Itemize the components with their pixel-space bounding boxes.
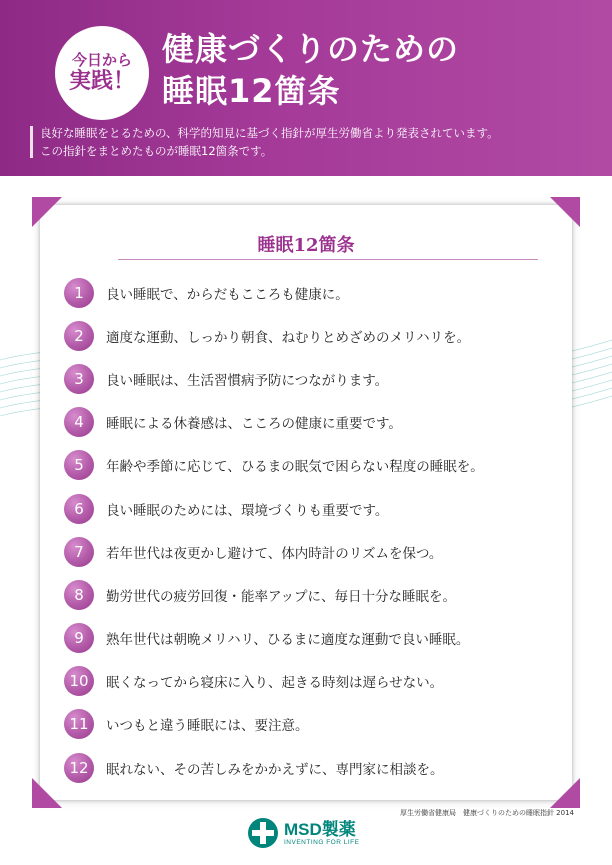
guideline-text: 眠くなってから寝床に入り、起きる時刻は遅らせない。 (106, 675, 444, 692)
title-line1: 健康づくりのための (162, 30, 460, 68)
badge-line2: 実践！ (68, 69, 135, 94)
source-credit: 厚生労働省健康局 健康づくりのための睡眠指針 2014 (399, 809, 574, 817)
number-circle: 6 (64, 494, 94, 524)
guideline-item-3 (64, 357, 564, 400)
number-circle: 12 (64, 753, 94, 783)
guideline-list (64, 271, 564, 789)
guideline-text: 年齢や季節に応じて、ひるまの眠気で困らない程度の睡眠を。 (106, 459, 484, 476)
logo-text (284, 821, 359, 846)
number-circle: 7 (64, 537, 94, 567)
logo-name: MSD製薬 (284, 819, 356, 839)
number-circle: 8 (64, 580, 94, 610)
guideline-text: 良い睡眠のためには、環境づくりも重要です。 (106, 502, 389, 519)
intro-text (40, 124, 580, 160)
guideline-text: 睡眠による休養感は、こころの健康に重要です。 (106, 416, 402, 433)
corner-accent-bottom-left (32, 778, 62, 808)
guideline-item-1 (64, 271, 564, 314)
msd-cross-icon (248, 818, 278, 848)
title-divider (118, 259, 538, 260)
number-circle: 1 (64, 278, 94, 308)
guideline-item-2 (64, 314, 564, 357)
number-circle: 11 (64, 709, 94, 739)
number-circle: 5 (64, 450, 94, 480)
guideline-text: 眠れない、その苦しみをかかえずに、専門家に相談を。 (106, 761, 444, 778)
guideline-item-8 (64, 573, 564, 616)
guideline-item-9 (64, 617, 564, 660)
badge-line1: 今日から (71, 51, 132, 69)
number-circle: 4 (64, 407, 94, 437)
logo-tagline: INVENTING FOR LIFE (284, 838, 360, 846)
number-circle: 2 (64, 321, 94, 351)
guideline-text: 熟年世代は朝晩メリハリ、ひるまに適度な運動で良い睡眠。 (106, 632, 470, 649)
number-circle: 9 (64, 623, 94, 653)
guideline-text: 良い睡眠は、生活習慣病予防につながります。 (106, 372, 389, 389)
guideline-item-5 (64, 444, 564, 487)
guideline-item-11 (64, 703, 564, 746)
header-banner (0, 0, 612, 176)
corner-accent-top-left (32, 197, 62, 227)
intro-bar (30, 126, 33, 158)
guideline-text: いつもと違う睡眠には、要注意。 (106, 718, 309, 735)
intro-line2: この指針をまとめたものが睡眠12箇条です。 (40, 144, 273, 158)
msd-logo (248, 818, 359, 848)
guideline-item-4 (64, 401, 564, 444)
page-title (162, 28, 459, 112)
guidelines-card (40, 205, 572, 800)
corner-accent-top-right (550, 197, 580, 227)
guideline-text: 適度な運動、しっかり朝食、ねむりとめざめのメリハリを。 (106, 329, 471, 346)
guideline-text: 若年世代は夜更かし避けて、体内時計のリズムを保つ。 (106, 545, 443, 562)
guideline-item-7 (64, 530, 564, 573)
guideline-text: 良い睡眠で、からだもこころも健康に。 (106, 286, 349, 303)
title-line2: 睡眠12箇条 (162, 72, 341, 110)
guideline-item-12 (64, 746, 564, 789)
guideline-item-6 (64, 487, 564, 530)
intro-line1: 良好な睡眠をとるための、科学的知見に基づく指針が厚生労働省より発表されています。 (40, 126, 499, 140)
card-title: 睡眠12箇条 (257, 235, 355, 256)
start-today-badge (55, 26, 149, 120)
number-circle: 3 (64, 364, 94, 394)
guideline-text: 勤労世代の疲労回復・能率アップに、毎日十分な睡眠を。 (106, 588, 457, 605)
guideline-item-10 (64, 660, 564, 703)
number-circle: 10 (64, 666, 94, 696)
